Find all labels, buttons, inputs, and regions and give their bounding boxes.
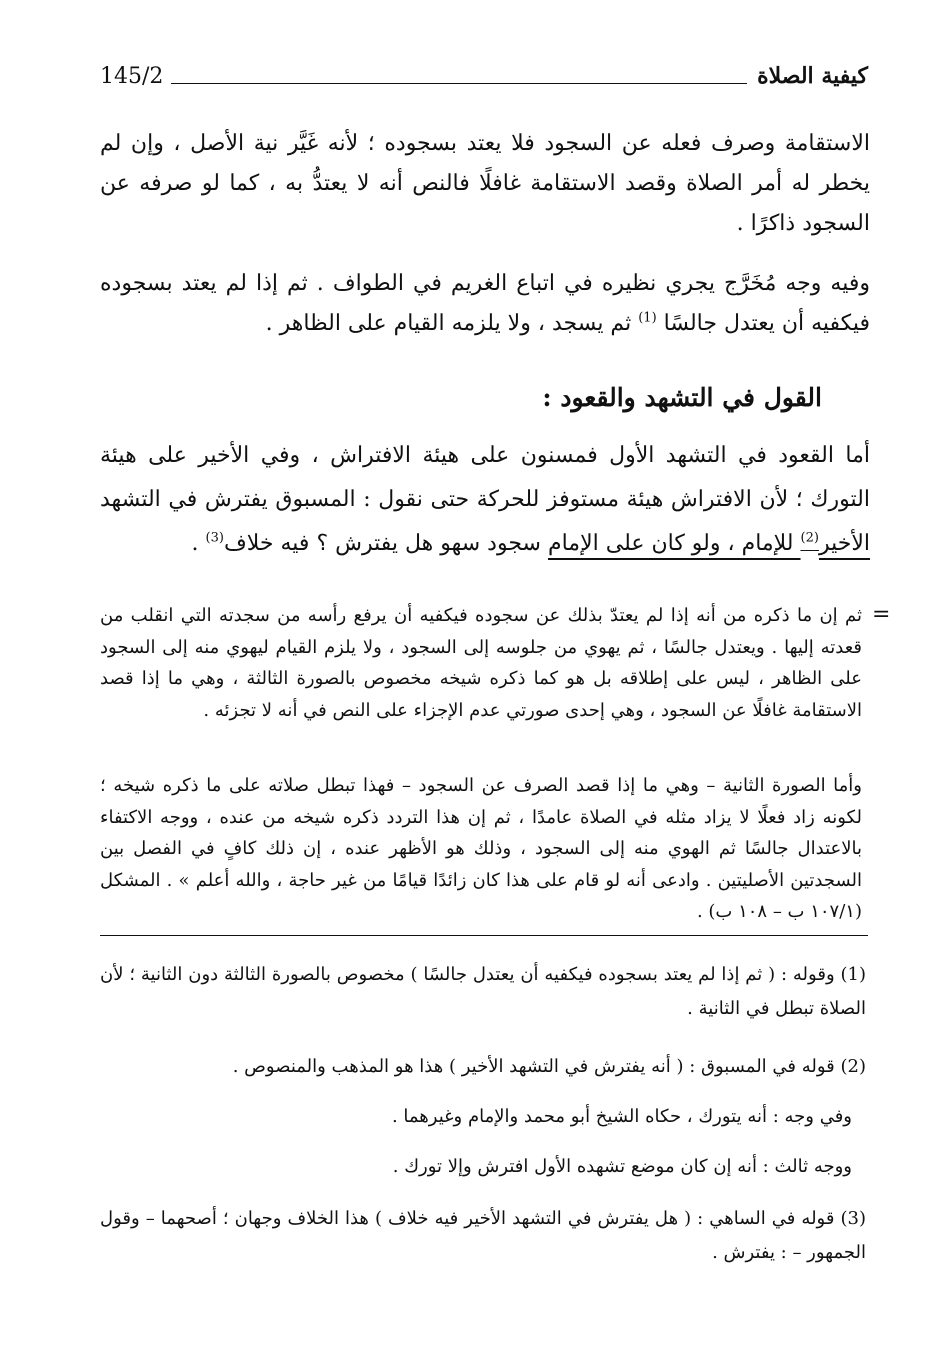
- body-paragraph-2-text-b: ثم يسجد ، ولا يلزمه القيام على الظاهر .: [265, 311, 639, 336]
- page-header: [100, 58, 868, 94]
- body-paragraph-3-end: .: [191, 531, 206, 556]
- body-paragraph-2: [100, 264, 870, 344]
- commentary-paragraph-1: ثم إن ما ذكره من أنه إذا لم يعتدّ بذلك عن سجوده فيكفيه أن يرفع رأسه من سجدته التي انقلب من قعدته إليها . ويعتدل جالسًا ، ثم يهوي من جلوسه إلى السجود ، ولا يلزم القيام ليهوي منه إلى السجود على الظاهر ، ليس على إطلاقه بل هو كما ذكره شيخه مخصوص بالصورة الثالثة ، وهي ما إذا قصد الاستقامة غافلًا عن السجود ، وهي إحدى صورتي عدم الإجزاء على النص في أنه لا تجزئه .: [100, 605, 862, 721]
- body-paragraph-3-text-b: سجود سهو هل يفترش ؟ فيه خلاف: [223, 531, 548, 556]
- body-paragraph-1: الاستقامة وصرف فعله عن السجود فلا يعتد بسجوده ؛ لأنه غَيَّر نية الأصل ، وإن لم يخطر له أمر الصلاة وقصد الاستقامة غافلًا فالنص أنه لا يعتدُّ به ، كما لو صرفه عن السجود ذاكرًا .: [100, 131, 870, 236]
- running-title: كيفية الصلاة: [757, 63, 868, 89]
- underlined-word: الأخير: [818, 531, 870, 556]
- footnote-ref-3: (3): [205, 530, 224, 546]
- footnote-3: (3) قوله في الساهي : ( هل يفترش في التشهد الأخير فيه خلاف ) هذا الخلاف وجهان ؛ أصحهما – وقول الجمهور – : يفترش .: [100, 1208, 866, 1263]
- section-heading: القول في التشهد والقعود :: [542, 383, 822, 412]
- commentary-paragraph-2: وأما الصورة الثانية – وهي ما إذا قصد الصرف عن السجود – فهذا تبطل صلاته على ما ذكره شيخه ؛ لكونه زاد فعلًا لا يزاد مثله في الصلاة عامدًا ، ثم إن هذا التردد ذكره شيخه من عنده ، ووجه الاكتفاء بالاعتدال جالسًا ثم الهوي منه إلى السجود ، وذلك هو الأظهر عنده ، إن ذلك كافٍ في الفصل بين السجدتين الأصليتين . وادعى أنه لو قام على هذا كان زائدًا قيامًا من غير حاجة ، والله أعلم » . المشكل (١٠٧/١ ب – ١٠٨ ب) .: [100, 775, 862, 922]
- underlined-phrase: للإمام ، ولو كان على الإمام: [547, 531, 801, 556]
- footnote-1: (1) وقوله : ( ثم إذا لم يعتد بسجوده فيكفيه أن يعتدل جالسًا ) مخصوص بالصورة الثالثة دون الثانية ؛ لأن الصلاة تبطل في الثانية .: [100, 964, 866, 1019]
- body-paragraph-3: [100, 434, 870, 566]
- body-paragraph-3-text-a: أما القعود في التشهد الأول فمسنون على هيئة الافتراش ، وفي الأخير على هيئة التورك ؛ لأن الافتراش هيئة مستوفز للحركة حتى نقول : المسبوق يفترش في التشهد: [100, 443, 870, 512]
- footnote-2-line-2: وفي وجه : أنه يتورك ، حكاه الشيخ أبو محمد والإمام وغيرهما .: [391, 1106, 852, 1127]
- footnote-ref-1: (1): [638, 310, 657, 326]
- header-rule: [171, 83, 747, 84]
- footnote-2: (2) قوله في المسبوق : ( أنه يفترش في التشهد الأخير ) هذا هو المذهب والمنصوص .: [232, 1056, 866, 1077]
- page-number: 145/2: [100, 63, 164, 89]
- footnote-2-line-3: ووجه ثالث : أنه إن كان موضع تشهده الأول افترش وإلا تورك .: [392, 1156, 852, 1177]
- body-paragraph-2-text-a: وفيه وجه مُخَرَّج يجري نظيره في اتباع الغريم في الطواف . ثم إذا لم يعتد بسجوده فيكفيه أن يعتدل جالسًا: [100, 271, 870, 336]
- footnote-separator: [100, 935, 868, 936]
- footnote-ref-2: (2): [800, 530, 819, 546]
- continuation-marker: =: [872, 602, 891, 627]
